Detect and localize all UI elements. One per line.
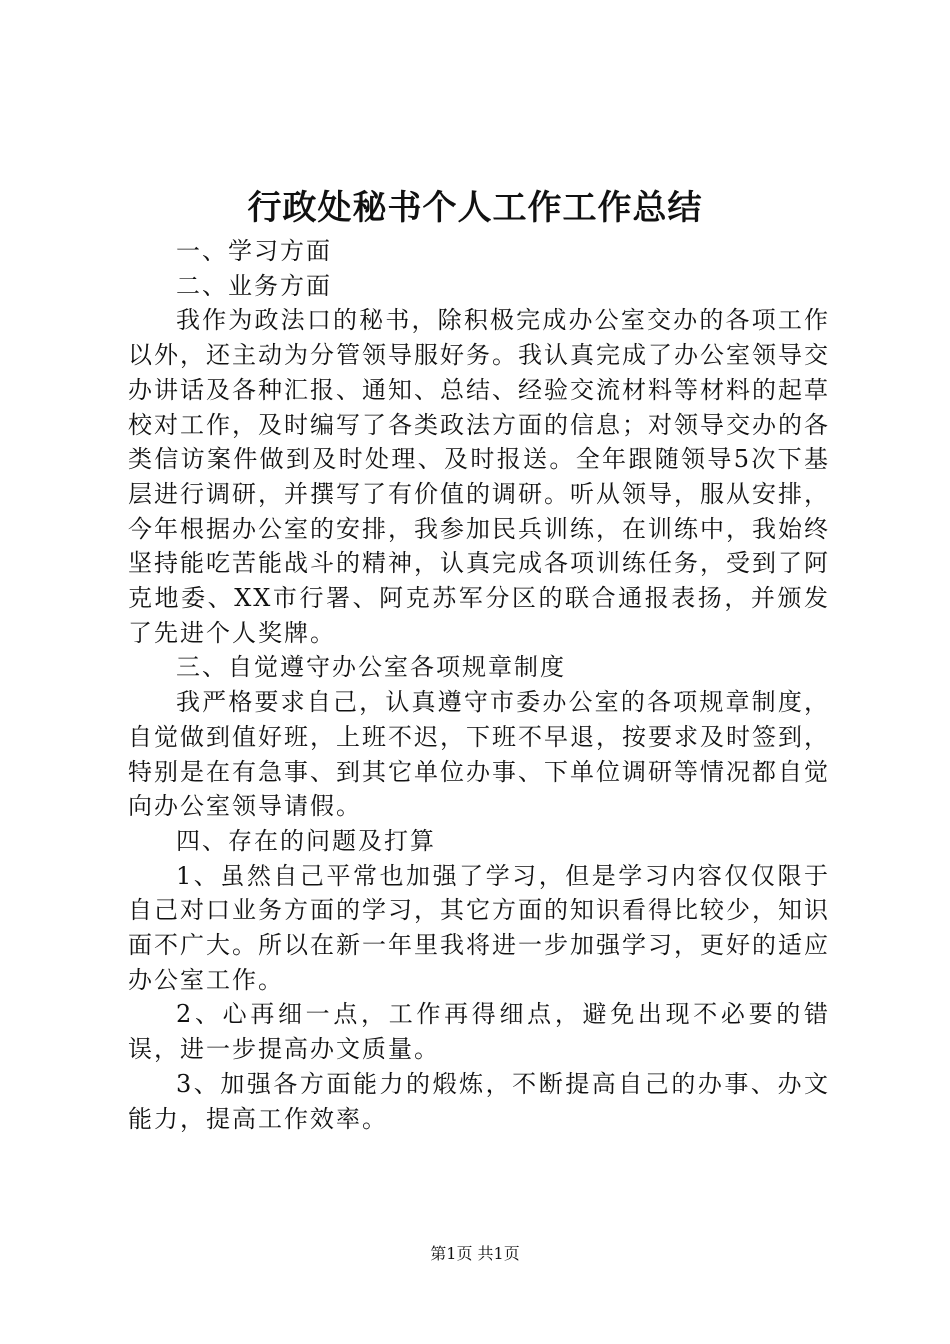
paragraph-business: 我作为政法口的秘书，除积极完成办公室交办的各项工作以外，还主动为分管领导服好务。我认真完成了办公室领导交办讲话及各种汇报、通知、总结、经验交流材料等材料的起草校对工作，及时编写了各类政法方面的信息；对领导交办的各类信访案件做到及时处理、及时报送。全年跟随领导5次下基层进行调研，并撰写了有价值的调研。听从领导，服从安排，今年根据办公室的安排，我参加民兵训练，在训练中，我始终坚持能吃苦能战斗的精神，认真完成各项训练任务，受到了阿克地委、XX市行署、阿克苏军分区的联合通报表扬，并颁发了先进个人奖牌。 bbox=[128, 306, 830, 647]
section-heading-rules: 三、自觉遵守办公室各项规章制度 bbox=[176, 653, 566, 682]
section-heading-problems: 四、存在的问题及打算 bbox=[176, 826, 436, 855]
section-heading-study: 一、学习方面 bbox=[176, 237, 332, 265]
paragraph-problem-1: 1、虽然自己平常也加强了学习，但是学习内容仅仅限于自己对口业务方面的学习，其它方面的知识看得比较少，知识面不广大。所以在新一年里我将进一步加强学习，更好的适应办公室工作。 bbox=[128, 861, 830, 994]
document-title: 行政处秘书个人工作工作总结 bbox=[247, 188, 703, 228]
document-body bbox=[128, 234, 830, 1136]
page-footer: 第1页 共1页 bbox=[430, 1244, 520, 1263]
paragraph-problem-2: 2、心再细一点，工作再得细点，避免出现不必要的错误，进一步提高办文质量。 bbox=[128, 1000, 830, 1064]
section-heading-business: 二、业务方面 bbox=[176, 271, 332, 300]
paragraph-rules: 我严格要求自己，认真遵守市委办公室的各项规章制度，自觉做到值好班，上班不迟，下班不早退，按要求及时签到，特别是在有急事、到其它单位办事、下单位调研等情况都自觉向办公室领导请假。 bbox=[128, 688, 830, 821]
paragraph-problem-3: 3、加强各方面能力的煅炼，不断提高自己的办事、办文能力，提高工作效率。 bbox=[128, 1069, 830, 1133]
